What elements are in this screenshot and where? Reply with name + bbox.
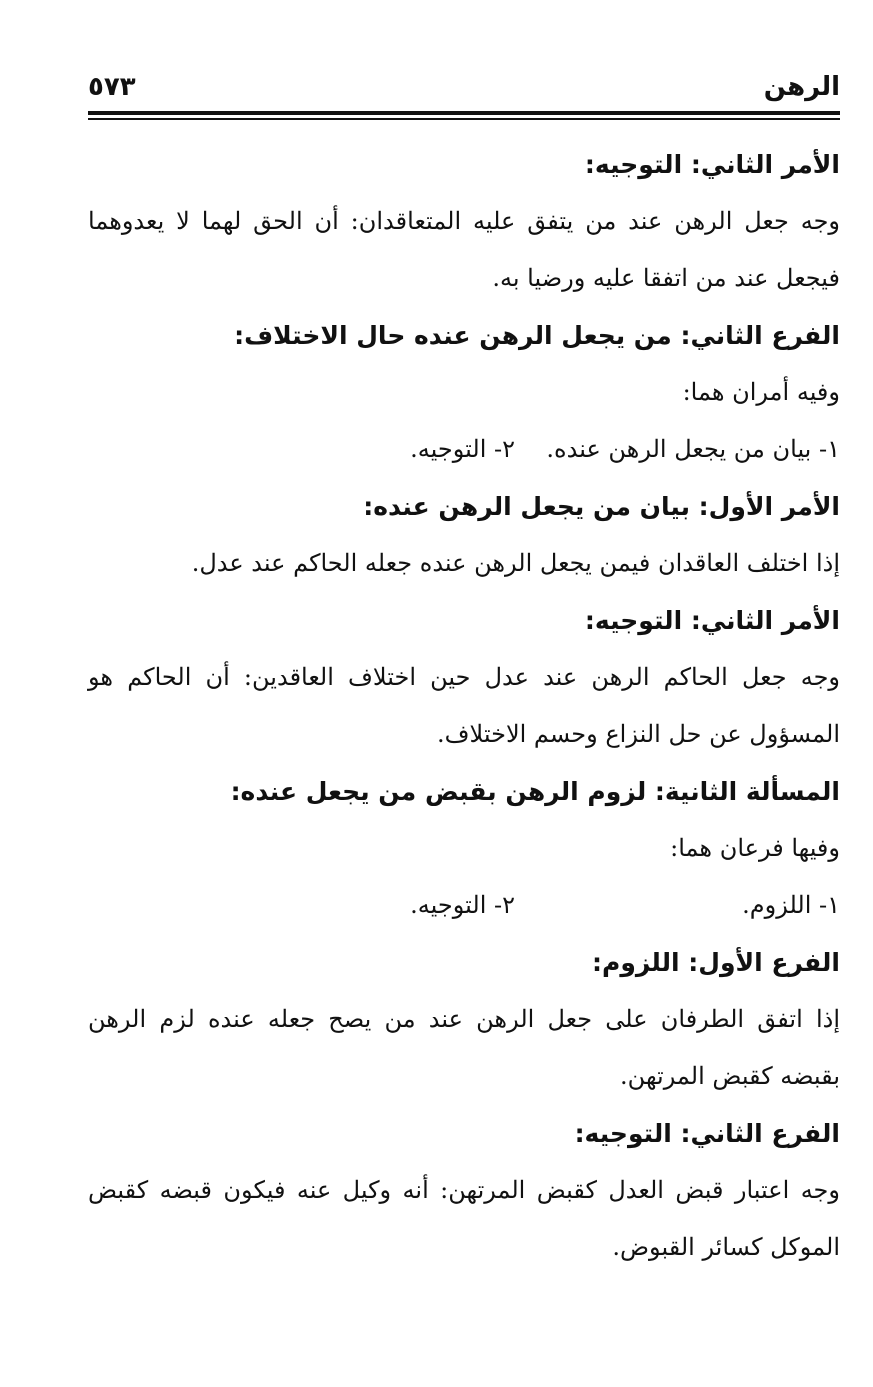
- enumerated-items: [88, 877, 840, 934]
- section-heading: الأمر الأول: بيان من يجعل الرهن عنده:: [363, 492, 840, 521]
- page-number: ٥٧٣: [88, 72, 136, 102]
- list-item: ١- اللزوم.: [742, 891, 840, 919]
- section-heading: الأمر الثاني: التوجيه:: [584, 150, 840, 179]
- section-heading: الأمر الثاني: التوجيه:: [584, 606, 840, 635]
- running-head: [88, 66, 840, 106]
- header-rule-thin: [88, 118, 840, 120]
- list-item: ٢- التوجيه.: [410, 435, 515, 463]
- body-text: [88, 136, 840, 1276]
- paragraph: إذا اتفق الطرفان على جعل الرهن عند من يصح جعله عنده لزم الرهن بقبضه كقبض المرتهن.: [88, 1005, 840, 1090]
- paragraph: إذا اختلف العاقدان فيمن يجعل الرهن عنده جعله الحاكم عند عدل.: [191, 549, 840, 577]
- enumerated-items: [88, 421, 840, 478]
- paragraph: وجه جعل الرهن عند من يتفق عليه المتعاقدان: أن الحق لهما لا يعدوهما فيجعل عند من اتفقا عليه ورضيا به.: [88, 207, 840, 292]
- section-heading: المسألة الثانية: لزوم الرهن بقبض من يجعل عنده:: [230, 777, 840, 806]
- section-heading: الفرع الثاني: من يجعل الرهن عنده حال الاختلاف:: [234, 321, 840, 350]
- intro-line: وفيه أمران هما:: [682, 378, 840, 406]
- section-heading: الفرع الأول: اللزوم:: [592, 948, 840, 977]
- intro-line: وفيها فرعان هما:: [670, 834, 840, 862]
- paragraph: وجه جعل الحاكم الرهن عند عدل حين اختلاف العاقدين: أن الحاكم هو المسؤول عن حل النزاع وحسم الاختلاف.: [88, 663, 840, 748]
- section-heading: الفرع الثاني: التوجيه:: [574, 1119, 840, 1148]
- chapter-title: الرهن: [763, 72, 840, 102]
- list-item: ٢- التوجيه.: [410, 891, 515, 919]
- paragraph: وجه اعتبار قبض العدل كقبض المرتهن: أنه وكيل عنه فيكون قبضه كقبض الموكل كسائر القبوض.: [88, 1176, 840, 1261]
- header-rule-thick: [88, 111, 840, 115]
- list-item: ١- بيان من يجعل الرهن عنده.: [546, 435, 840, 463]
